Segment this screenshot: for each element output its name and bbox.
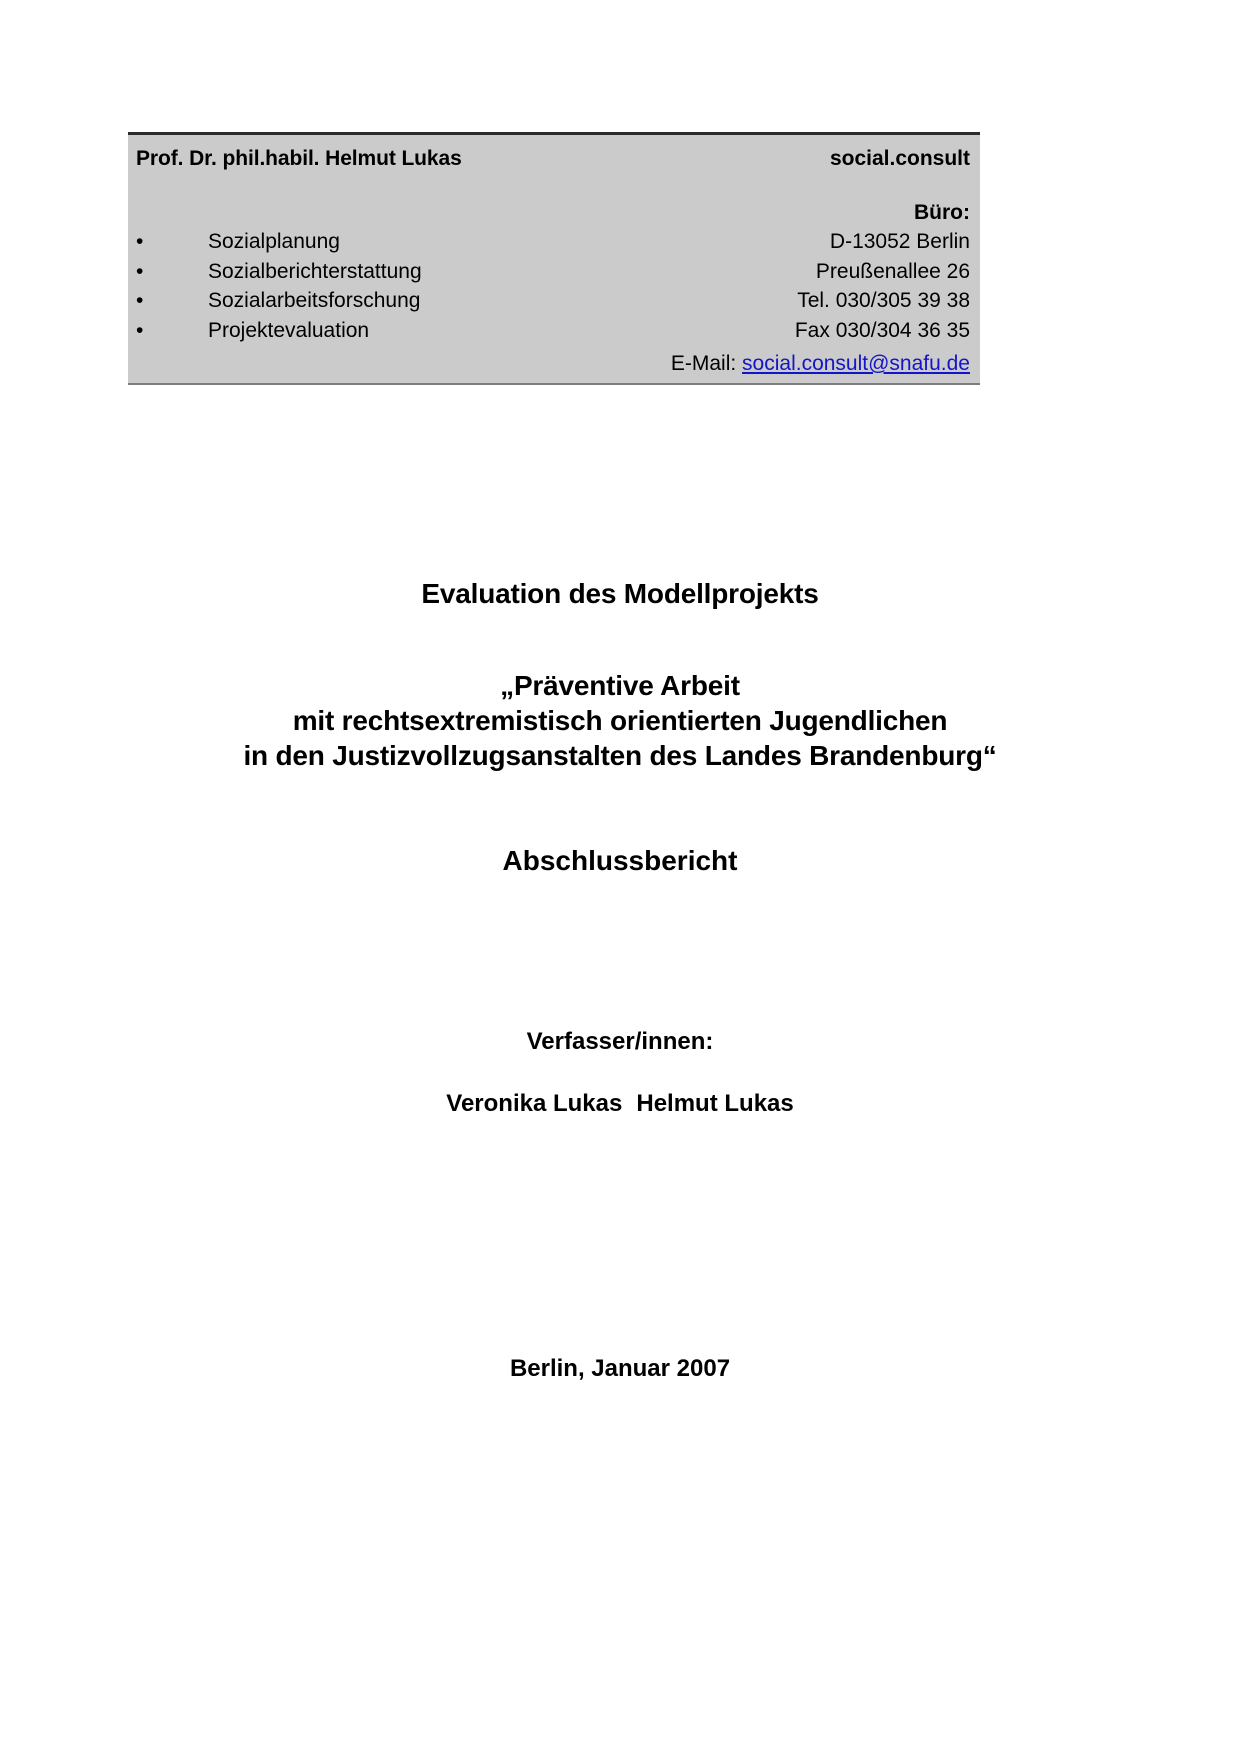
place-and-date: Berlin, Januar 2007 xyxy=(509,1355,731,1382)
contact-address-city: D-13052 Berlin xyxy=(829,230,970,253)
list-item xyxy=(136,227,422,257)
page-title: Evaluation des Modellprojekts xyxy=(421,578,819,609)
contact-email-row xyxy=(128,349,980,383)
contact-address-street: Preußenallee 26 xyxy=(815,259,970,283)
brand-name: social.consult xyxy=(829,147,970,170)
letterhead-block xyxy=(128,132,980,385)
author-name-1: Veronika Lukas xyxy=(446,1090,623,1117)
list-item xyxy=(136,316,422,346)
author-name-2: Helmut Lukas xyxy=(636,1090,794,1117)
list-item xyxy=(136,257,422,287)
authors-label: Verfasser/innen: xyxy=(526,1028,714,1055)
bullet-icon: • xyxy=(136,318,144,342)
project-title-line-1: „Präventive Arbeit xyxy=(500,670,740,701)
project-title-line-3: in den Justizvollzugsanstalten des Landes Brandenburg“ xyxy=(243,740,997,771)
email-link[interactable]: social.consult@snafu.de xyxy=(742,352,970,375)
contact-fax: Fax 030/304 36 35 xyxy=(794,318,970,342)
project-title-line-2: mit rechtsextremistisch orientierten Jugendlichen xyxy=(292,705,948,736)
project-title xyxy=(0,668,1240,773)
contact-list xyxy=(795,227,970,345)
letterhead-body-row xyxy=(128,225,980,349)
authors-names xyxy=(0,1090,1240,1118)
letterhead-office-row xyxy=(128,175,980,225)
contact-column xyxy=(795,227,980,345)
services-list xyxy=(136,227,422,345)
services-column xyxy=(128,227,422,345)
service-label: Sozialplanung xyxy=(208,230,340,253)
bullet-icon: • xyxy=(136,259,144,283)
letterhead-title-row xyxy=(128,135,980,175)
person-name: Prof. Dr. phil.habil. Helmut Lukas xyxy=(136,147,462,170)
office-label: Büro: xyxy=(914,201,970,224)
letterhead-right-column xyxy=(830,147,980,171)
bullet-icon: • xyxy=(136,230,144,253)
bullet-icon: • xyxy=(136,289,144,312)
contact-phone: Tel. 030/305 39 38 xyxy=(797,289,970,312)
letterhead-left-spacer xyxy=(128,201,140,219)
service-label: Sozialberichterstattung xyxy=(208,259,422,283)
service-label: Projektevaluation xyxy=(208,318,370,342)
service-label: Sozialarbeitsforschung xyxy=(208,289,421,312)
email-label: E-Mail: xyxy=(670,352,737,375)
report-type-heading: Abschlussbericht xyxy=(502,845,738,876)
list-item xyxy=(136,286,422,316)
letterhead-left-column xyxy=(128,147,462,171)
letterhead-office-column xyxy=(914,201,980,225)
